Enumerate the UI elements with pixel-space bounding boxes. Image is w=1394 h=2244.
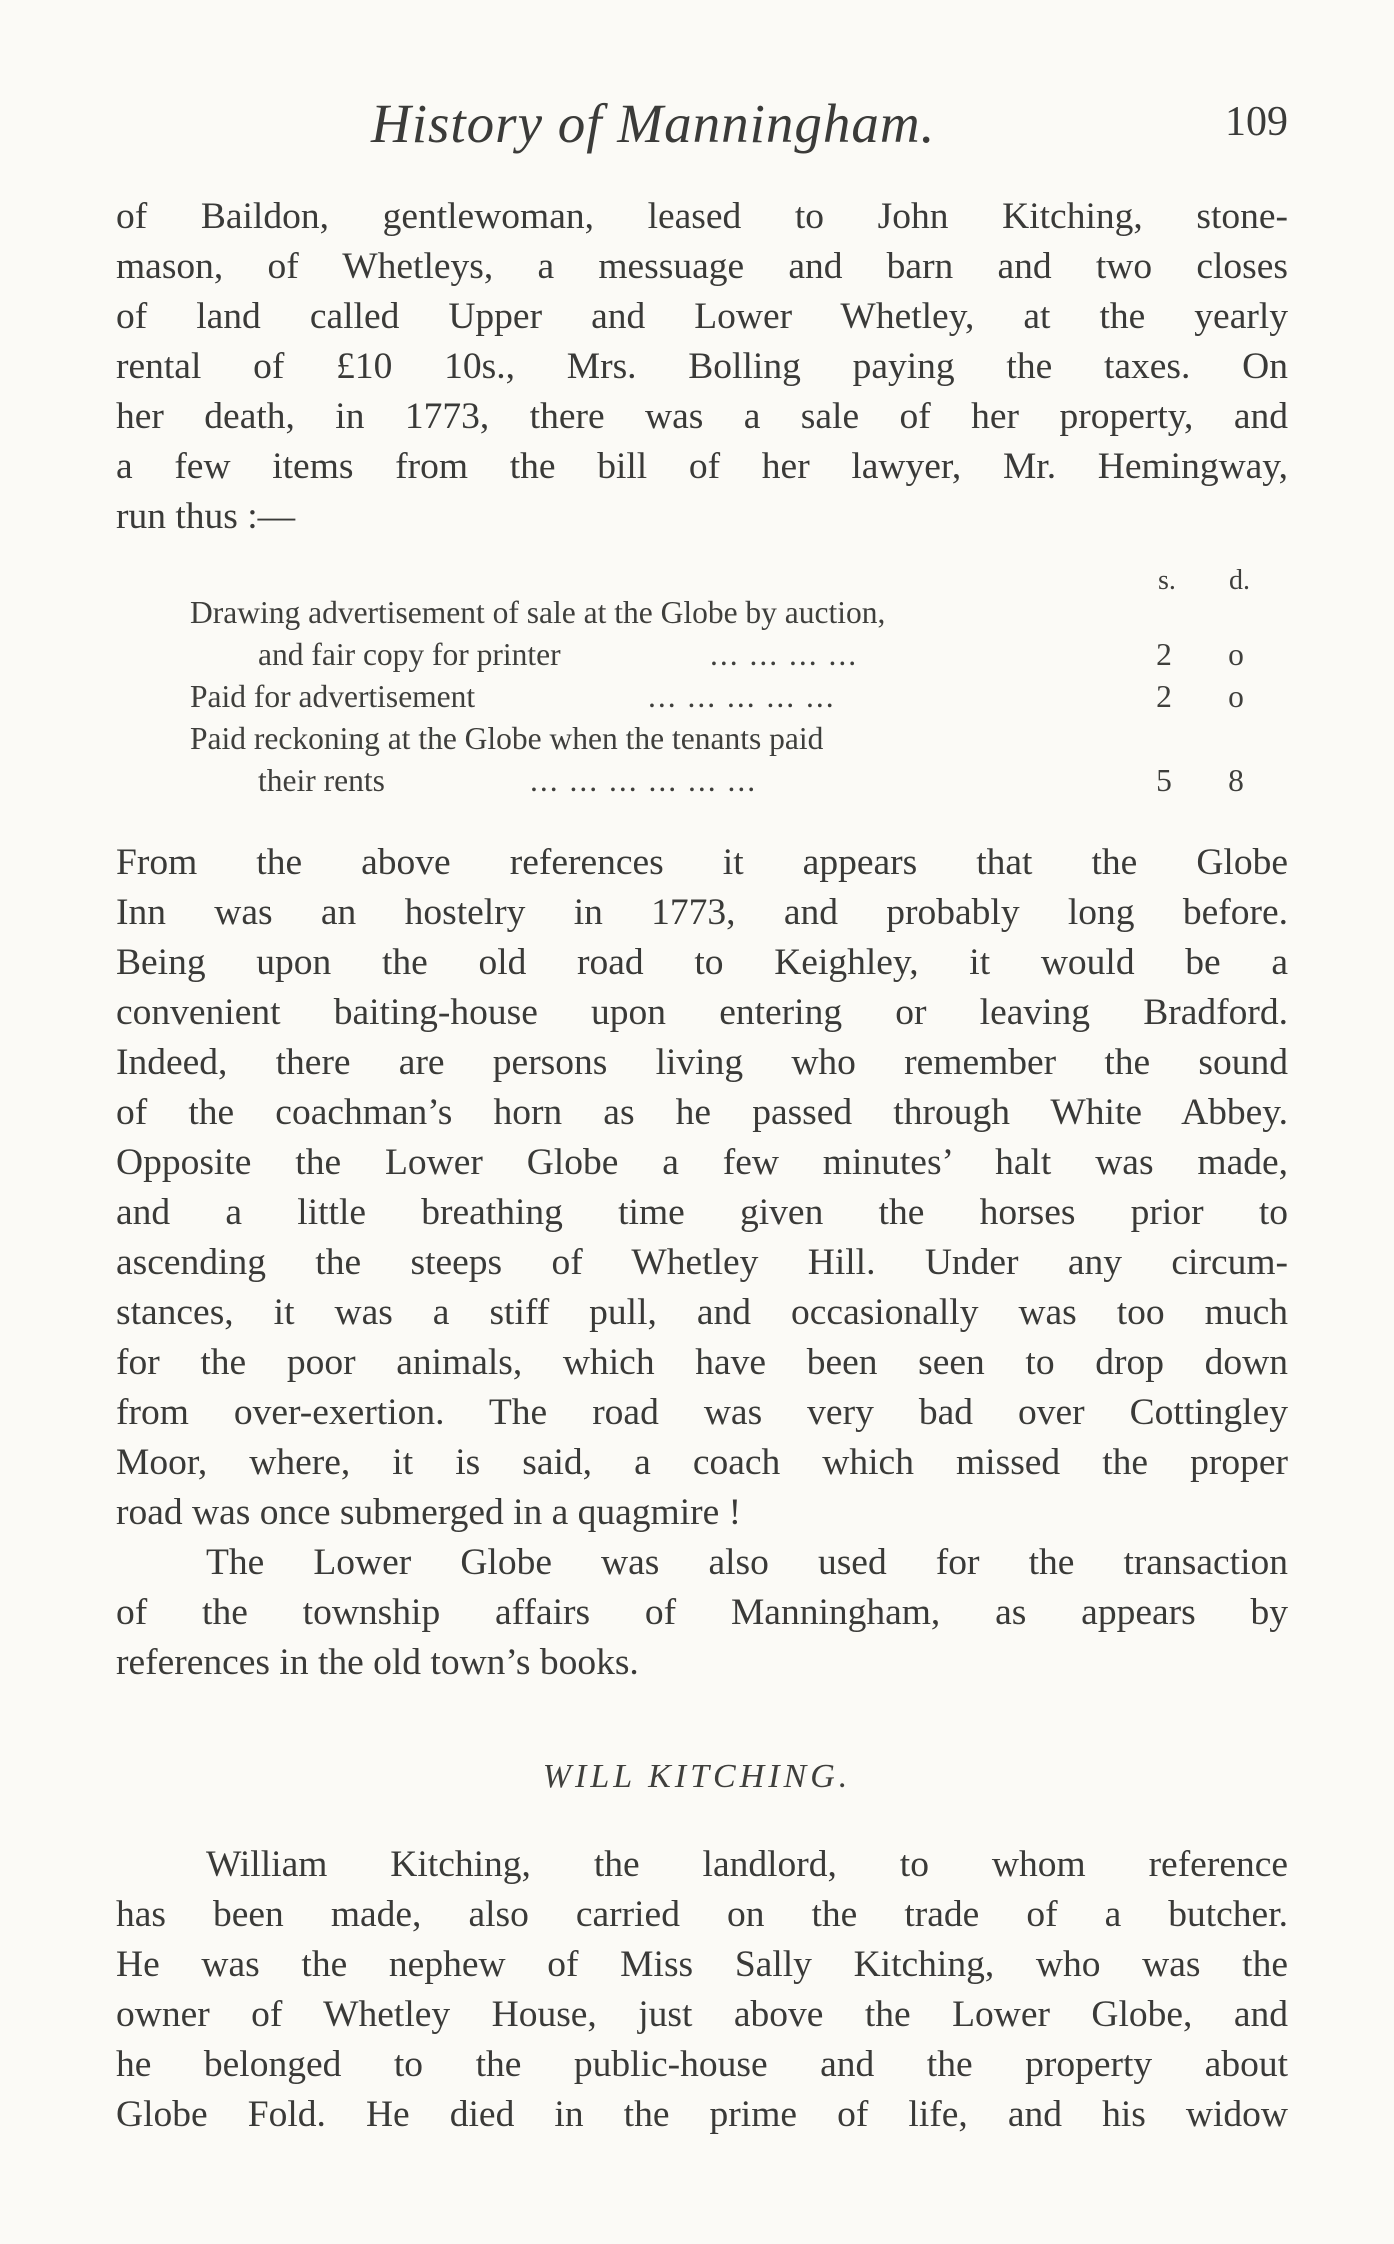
text-line: he belonged to the public-house and the property about (116, 2044, 1288, 2085)
text-line: Being upon the old road to Keighley, it would be a (116, 942, 1288, 983)
page-number: 109 (1225, 99, 1288, 145)
text-line: Moor, where, it is said, a coach which missed the proper (116, 1442, 1288, 1483)
ledger-row (190, 676, 1250, 718)
leader-dots: ... ... ... ... (710, 637, 859, 672)
text-line: from over-exertion. The road was very bad over Cottingley (116, 1392, 1288, 1433)
ledger-item-label: and fair copy for printer (258, 637, 561, 672)
text-line: run thus :— (116, 496, 296, 537)
ledger-pence: o (1228, 637, 1244, 672)
text-line: for the poor animals, which have been seen to drop down (116, 1342, 1288, 1383)
text-line: William Kitching, the landlord, to whom reference (206, 1844, 1288, 1885)
text-line: stances, it was a stiff pull, and occasionally was too much (116, 1292, 1288, 1333)
ledger-item-label: Drawing advertisement of sale at the Globe by auction, (190, 595, 886, 630)
text-line: of Baildon, gentlewoman, leased to John Kitching, stone- (116, 196, 1288, 237)
text-line: of the coachman’s horn as he passed through White Abbey. (116, 1092, 1288, 1133)
ledger-row (190, 718, 1250, 760)
ledger-item-label: Paid for advertisement (190, 679, 476, 714)
text-line: rental of £10 10s., Mrs. Bolling paying the taxes. On (116, 346, 1288, 387)
ledger-row (190, 592, 1250, 634)
ledger-row (190, 760, 1250, 802)
text-line: Opposite the Lower Globe a few minutes’ halt was made, (116, 1142, 1288, 1183)
text-line: road was once submerged in a quagmire ! (116, 1492, 742, 1533)
running-title: History of Manningham. (371, 93, 936, 154)
ledger-shillings: 2 (1156, 637, 1172, 672)
section-heading: WILL KITCHING. (542, 1758, 852, 1795)
page-header (116, 92, 1288, 162)
ledger-pence: 8 (1228, 763, 1244, 798)
text-line: Indeed, there are persons living who remember the sound (116, 1042, 1288, 1083)
text-line: Inn was an hostelry in 1773, and probably long before. (116, 892, 1288, 933)
text-line: mason, of Whetleys, a messuage and barn and two closes (116, 246, 1288, 287)
ledger-shillings: 2 (1156, 679, 1172, 714)
ledger-row (190, 634, 1250, 676)
leader-dots: ... ... ... ... ... ... (530, 763, 758, 798)
text-line: her death, in 1773, there was a sale of her property, and (116, 396, 1288, 437)
text-line: He was the nephew of Miss Sally Kitching, who was the (116, 1944, 1288, 1985)
paragraph-1 (116, 192, 1288, 542)
ledger-item-label: Paid reckoning at the Globe when the tenants paid (190, 721, 824, 756)
text-line: of the township affairs of Manningham, as appears by (116, 1592, 1288, 1633)
shillings-column-header: s. (1158, 565, 1176, 596)
text-line: The Lower Globe was also used for the transaction (206, 1542, 1288, 1583)
paragraph-2 (116, 838, 1288, 1538)
text-line: a few items from the bill of her lawyer, Mr. Hemingway, (116, 446, 1288, 487)
text-line: ascending the steeps of Whetley Hill. Under any circum- (116, 1242, 1288, 1283)
text-line: references in the old town’s books. (116, 1642, 639, 1683)
ledger-pence: o (1228, 679, 1244, 714)
text-line: owner of Whetley House, just above the Lower Globe, and (116, 1994, 1288, 2035)
text-line: Globe Fold. He died in the prime of life, and his widow (116, 2094, 1288, 2135)
leader-dots: ... ... ... ... ... (648, 679, 836, 714)
ledger-shillings: 5 (1156, 763, 1172, 798)
text-line: of land called Upper and Lower Whetley, at the yearly (116, 296, 1288, 337)
text-line: convenient baiting-house upon entering or leaving Bradford. (116, 992, 1288, 1033)
text-line: and a little breathing time given the horses prior to (116, 1192, 1288, 1233)
paragraph-4 (116, 1840, 1288, 2140)
text-line: has been made, also carried on the trade of a butcher. (116, 1894, 1288, 1935)
pence-column-header: d. (1229, 565, 1250, 596)
paragraph-3 (116, 1538, 1288, 1688)
ledger-item-label: their rents (258, 763, 385, 798)
text-line: From the above references it appears that the Globe (116, 842, 1288, 883)
